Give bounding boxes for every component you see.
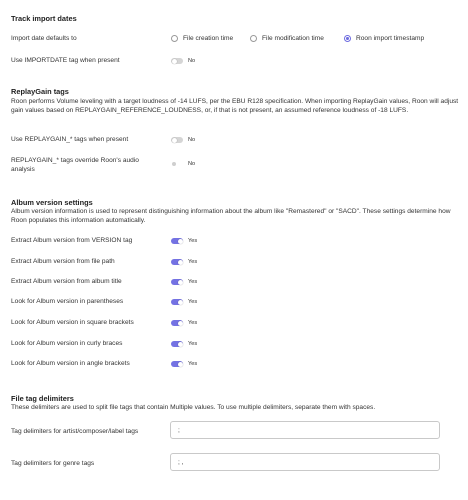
replaygain-title: ReplayGain tags: [11, 87, 69, 96]
square-brackets-value: Yes: [188, 320, 198, 326]
radio-file-creation-label[interactable]: File creation time: [183, 35, 234, 42]
album-version-row-label: Look for Album version in square brackets: [11, 319, 134, 326]
album-version-row-label: Look for Album version in parentheses: [11, 298, 124, 305]
genre-delimiters-input[interactable]: ; ,: [170, 453, 440, 471]
radio-file-modification-label[interactable]: File modification time: [262, 35, 324, 42]
album-version-row-label: Extract Album version from file path: [11, 258, 115, 265]
replaygain-use-label: Use REPLAYGAIN_* tags when present: [11, 136, 129, 143]
album-version-title: Album version settings: [11, 198, 93, 207]
album-version-row-label: Extract Album version from VERSION tag: [11, 237, 133, 244]
importdate-value: No: [188, 58, 196, 64]
radio-roon-import-label[interactable]: Roon import timestamp: [356, 35, 425, 42]
parentheses-value: Yes: [188, 299, 198, 305]
curly-braces-value: Yes: [188, 341, 198, 347]
album-version-row-label: Look for Album version in angle brackets: [11, 360, 130, 367]
version-tag-value: Yes: [188, 238, 198, 244]
album-version-row-label: Extract Album version from album title: [11, 278, 122, 285]
file-path-toggle[interactable]: [171, 259, 183, 265]
file-path-value: Yes: [188, 259, 198, 265]
angle-brackets-value: Yes: [188, 361, 198, 367]
radio-file-creation[interactable]: [171, 35, 178, 42]
curly-braces-toggle[interactable]: [171, 341, 183, 347]
delimiters-title: File tag delimiters: [11, 394, 74, 403]
artist-delimiters-input[interactable]: ;: [170, 421, 440, 439]
delimiters-description: These delimiters are used to split file tags that contain Multiple values. To use multiple delimiters, separate them with spaces.: [11, 404, 376, 411]
radio-file-modification[interactable]: [250, 35, 257, 42]
replaygain-use-toggle[interactable]: [171, 137, 183, 143]
radio-roon-import[interactable]: [344, 35, 351, 42]
square-brackets-toggle[interactable]: [171, 320, 183, 326]
import-date-label: Import date defaults to: [11, 35, 77, 42]
genre-delimiters-label: Tag delimiters for genre tags: [11, 460, 95, 467]
replaygain-override-label: REPLAYGAIN_* tags override Roon's audio analysis: [11, 157, 139, 173]
album-title-value: Yes: [188, 279, 198, 285]
replaygain-override-value: No: [188, 161, 196, 167]
replaygain-use-value: No: [188, 137, 196, 143]
angle-brackets-toggle[interactable]: [171, 361, 183, 367]
importdate-label: Use IMPORTDATE tag when present: [11, 57, 120, 64]
artist-delimiters-label: Tag delimiters for artist/composer/label tags: [11, 428, 139, 435]
version-tag-toggle[interactable]: [171, 238, 183, 244]
parentheses-toggle[interactable]: [171, 299, 183, 305]
replaygain-override-toggle[interactable]: [171, 161, 177, 167]
importdate-toggle[interactable]: [171, 58, 183, 64]
replaygain-description: Roon performs Volume leveling with a target loudness of -14 LUFS, per the EBU R128 specification. When importing ReplayGain values, Roon will adjust gain values based on REPLAYGAIN_REFERENCE_LOUDNESS, or, if that is not present, an assumed reference loudness of -18 LUFS.: [11, 98, 459, 115]
album-version-row-label: Look for Album version in curly braces: [11, 340, 123, 347]
album-title-toggle[interactable]: [171, 279, 183, 285]
album-version-description: Album version information is used to represent distinguishing information about the album like "Remastered" or "SACD". These settings determine how Roon populates this information automatically.: [11, 208, 451, 225]
track-import-title: Track import dates: [11, 14, 77, 23]
